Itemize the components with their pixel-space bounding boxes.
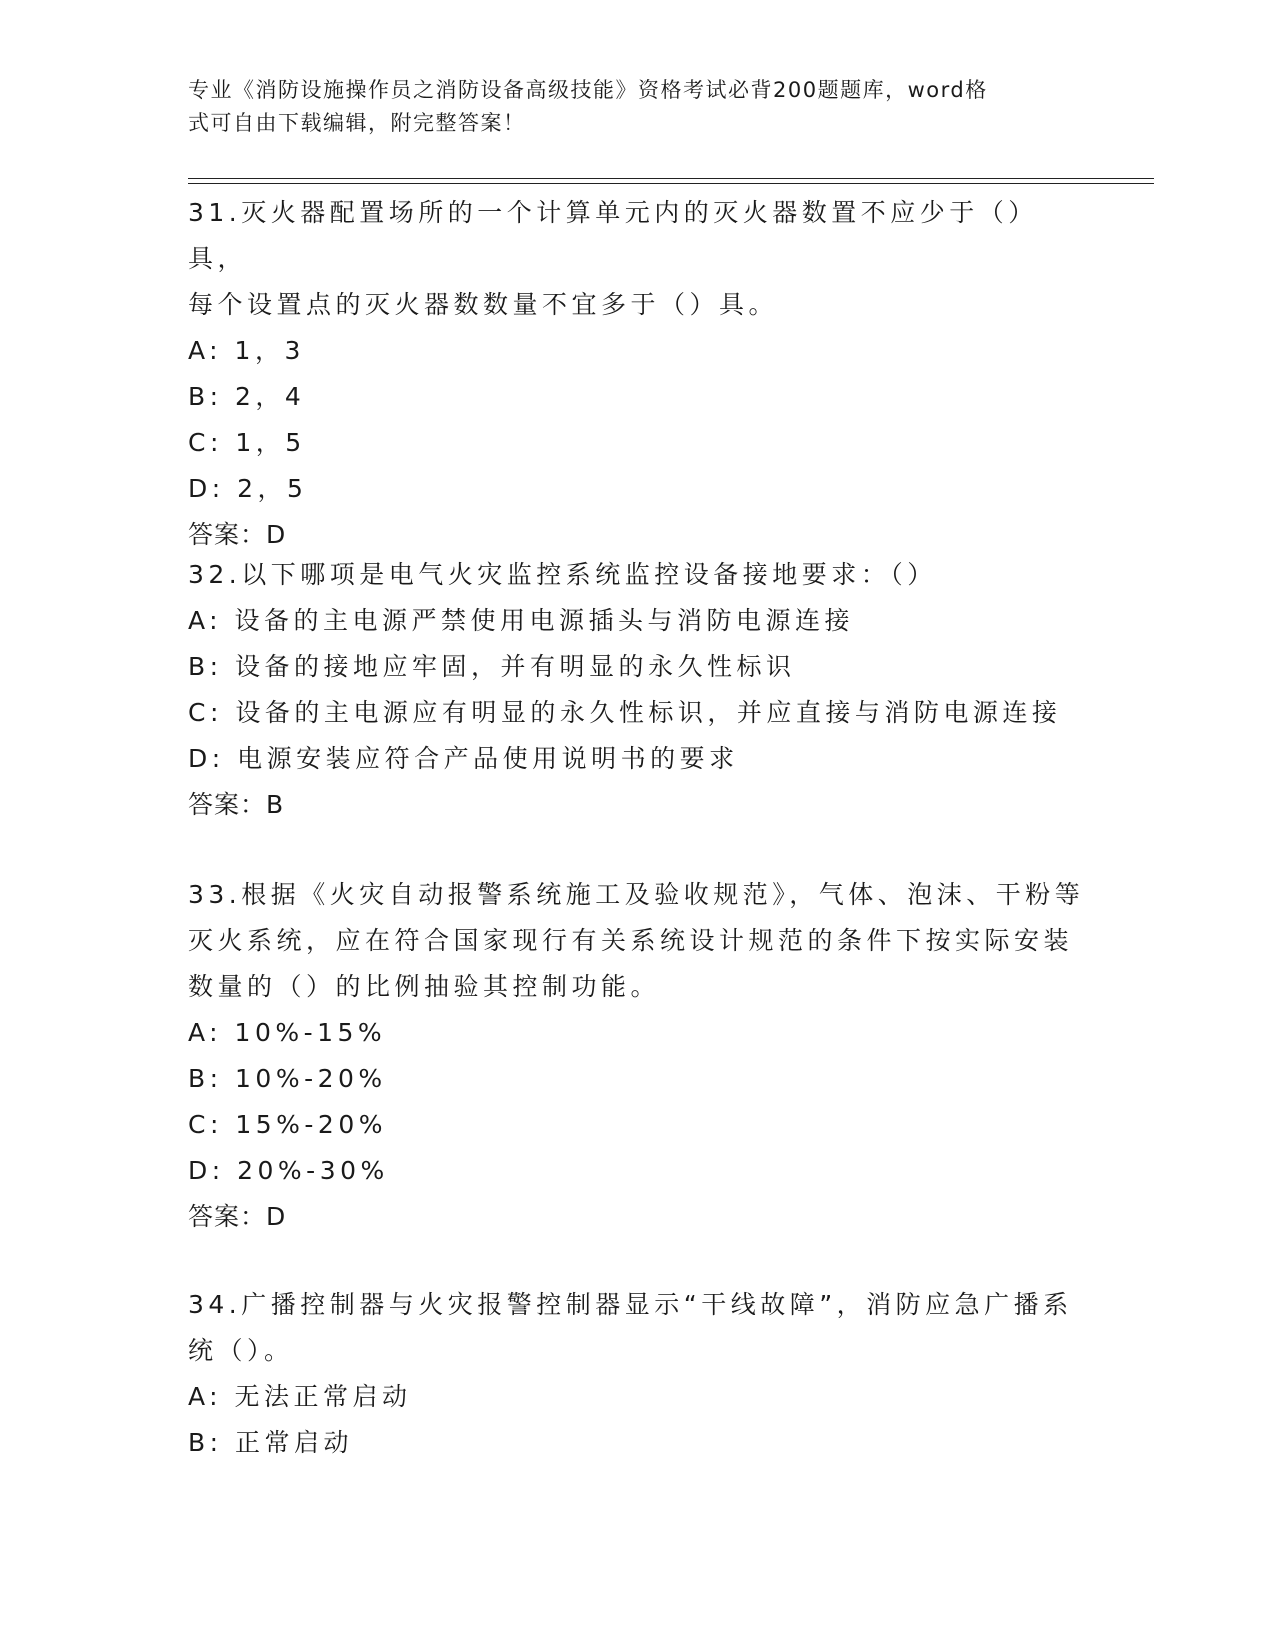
question-stem-line: 34.广播控制器与火灾报警控制器显示“干线故障”，消防应急广播系: [188, 1290, 1073, 1319]
document-header: [188, 74, 1088, 140]
question-stem-line: 33.根据《火灾自动报警系统施工及验收规范》，气体、泡沫、干粉等: [188, 880, 1085, 909]
header-divider-top: [188, 178, 1154, 179]
question-stem-line: 统（）。: [188, 1336, 294, 1365]
header-line-2: 式可自由下载编辑，附完整答案！: [188, 111, 526, 135]
question-stem-line: 32.以下哪项是电气火灾监控系统监控设备接地要求：（）: [188, 560, 937, 589]
question-31: [188, 190, 1088, 558]
option-c: C: 设备的主电源应有明显的永久性标识，并应直接与消防电源连接: [188, 698, 1062, 727]
option-b: B: 设备的接地应牢固，并有明显的永久性标识: [188, 652, 796, 681]
question-32: [188, 552, 1088, 828]
option-c: C: 15%-20%: [188, 1110, 387, 1139]
option-b: B: 10%-20%: [188, 1064, 387, 1093]
question-stem-line: 每个设置点的灭火器数数量不宜多于（）具。: [188, 290, 779, 319]
option-d: D: 2，5: [188, 474, 308, 503]
option-a: A: 设备的主电源严禁使用电源插头与消防电源连接: [188, 606, 855, 635]
answer: 答案：B: [188, 790, 285, 819]
question-33: [188, 872, 1088, 1240]
answer: 答案：D: [188, 1202, 287, 1231]
option-a: A: 1，3: [188, 336, 305, 365]
question-34: [188, 1282, 1088, 1466]
header-line-1: 专业《消防设施操作员之消防设备高级技能》资格考试必背200题题库，word格: [188, 78, 988, 102]
question-stem-line: 数量的（）的比例抽验其控制功能。: [188, 972, 661, 1001]
option-a: A: 无法正常启动: [188, 1382, 412, 1411]
answer: 答案：D: [188, 520, 287, 549]
option-a: A: 10%-15%: [188, 1018, 387, 1047]
option-d: D: 20%-30%: [188, 1156, 389, 1185]
option-b: B: 2，4: [188, 382, 306, 411]
option-d: D: 电源安装应符合产品使用说明书的要求: [188, 744, 739, 773]
header-divider-bottom: [188, 183, 1154, 184]
question-stem-line: 31.灭火器配置场所的一个计算单元内的灭火器数置不应少于（）具，: [188, 198, 1038, 273]
option-b: B: 正常启动: [188, 1428, 354, 1457]
question-stem-line: 灭火系统，应在符合国家现行有关系统设计规范的条件下按实际安装: [188, 926, 1074, 955]
option-c: C: 1，5: [188, 428, 306, 457]
